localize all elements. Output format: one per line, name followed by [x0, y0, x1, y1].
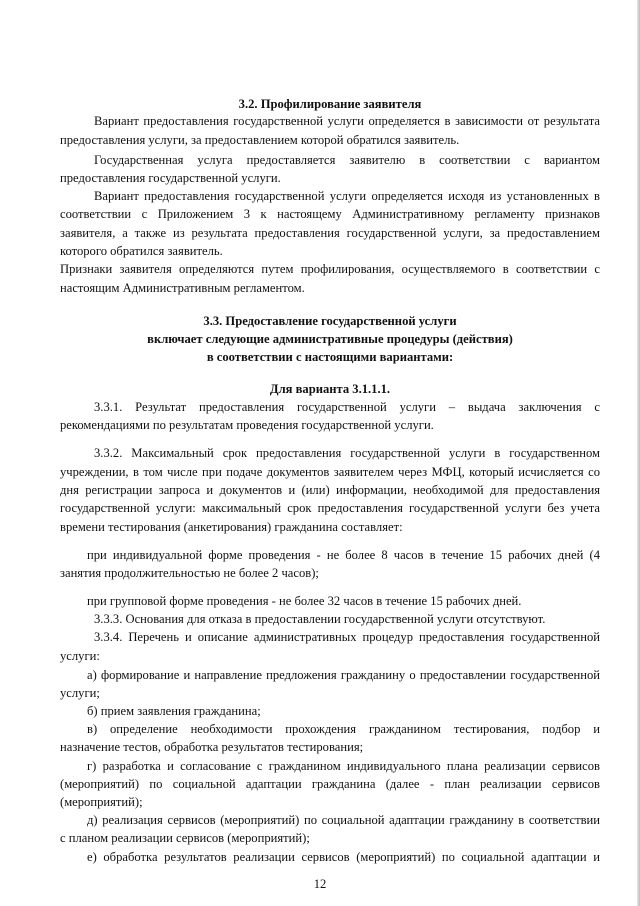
- paragraph-line: государственной услуги: максимальный срок предоставления государственной услуги без учета: [60, 501, 600, 515]
- list-item: е) обработка результатов реализации сервисов (мероприятий) по социальной адаптации и: [87, 850, 600, 864]
- list-item: а) формирование и направление предложения гражданину о предоставлении государственной: [87, 668, 600, 682]
- section-3-3-heading: в соответствии с настоящими вариантами:: [206, 350, 454, 364]
- paragraph-line: которого обратился заявитель.: [60, 244, 223, 258]
- variant-heading: Для варианта 3.1.1.1.: [269, 382, 391, 396]
- list-item: назначение тестов, обработка результатов тестирования;: [60, 740, 364, 754]
- list-item: с планом реализации сервисов (мероприятий);: [60, 831, 310, 845]
- paragraph-line: при индивидуальной форме проведения - не более 8 часов в течение 15 рабочих дней (4: [87, 548, 600, 562]
- page-number: 12: [313, 877, 327, 891]
- paragraph-line: заявителя, а также из результата предоставления государственной услуги, за предоставлением: [60, 226, 600, 240]
- list-item: д) реализация сервисов (мероприятий) по социальной адаптации гражданину в соответствии: [87, 813, 600, 827]
- section-3-2-heading: 3.2. Профилирование заявителя: [238, 97, 422, 111]
- paragraph-line: занятия продолжительностью не более 2 часов);: [60, 566, 319, 580]
- list-item: г) разработка и согласование с гражданином индивидуального плана реализации сервисов: [87, 759, 600, 773]
- paragraph-line: предоставления государственной услуги.: [60, 171, 281, 185]
- paragraph-line: услуги:: [60, 649, 100, 663]
- list-item: в) определение необходимости прохождения гражданином тестирования, подбор и: [87, 722, 600, 736]
- paragraph-line: 3.3.2. Максимальный срок предоставления государственной услуги в государственном: [94, 446, 600, 460]
- list-item: (мероприятий);: [60, 795, 143, 809]
- section-3-3-heading: включает следующие административные процедуры (действия): [147, 332, 513, 346]
- list-item: услуги;: [60, 686, 100, 700]
- paragraph-line: при групповой форме проведения - не более 32 часов в течение 15 рабочих дней.: [87, 594, 522, 608]
- paragraph-line: дня регистрации запроса и документов и (или) информации, необходимой для предоставления: [60, 483, 600, 497]
- paragraph-line: Вариант предоставления государственной услуги определяется исходя из установленных в: [94, 189, 600, 203]
- paragraph-line: соответствии с Приложением 3 к настоящему Административному регламенту признаков: [60, 207, 600, 221]
- paragraph-line: времени тестирования (анкетирования) гражданина составляет:: [60, 520, 403, 534]
- paragraph-line: учреждении, в том числе при подаче документов заявителем через МФЦ, который исчисляется со: [60, 465, 600, 479]
- paragraph-line: настоящим Административным регламентом.: [60, 281, 305, 295]
- paragraph-line: 3.3.3. Основания для отказа в предоставлении государственной услуги отсутствуют.: [94, 612, 546, 626]
- paragraph-line: 3.3.1. Результат предоставления государственной услуги – выдача заключения с: [94, 400, 600, 414]
- paragraph-line: Государственная услуга предоставляется заявителю в соответствии с вариантом: [94, 153, 600, 167]
- list-item: (мероприятий) по социальной адаптации гражданина (далее - план реализации сервисов: [60, 777, 600, 791]
- paragraph-line: Вариант предоставления государственной услуги определяется в зависимости от результата: [94, 114, 600, 128]
- paragraph-line: 3.3.4. Перечень и описание административных процедур предоставления государственной: [94, 630, 600, 644]
- list-item: б) прием заявления гражданина;: [87, 704, 261, 718]
- paragraph-line: предоставления услуги, за предоставлением которой обратился заявитель.: [60, 133, 460, 147]
- paragraph-line: рекомендациями по результатам проведения государственной услуги.: [60, 418, 434, 432]
- paragraph-line: Признаки заявителя определяются путем профилирования, осуществляемого в соответствии с: [60, 262, 600, 276]
- section-3-3-heading: 3.3. Предоставление государственной услуги: [203, 314, 457, 328]
